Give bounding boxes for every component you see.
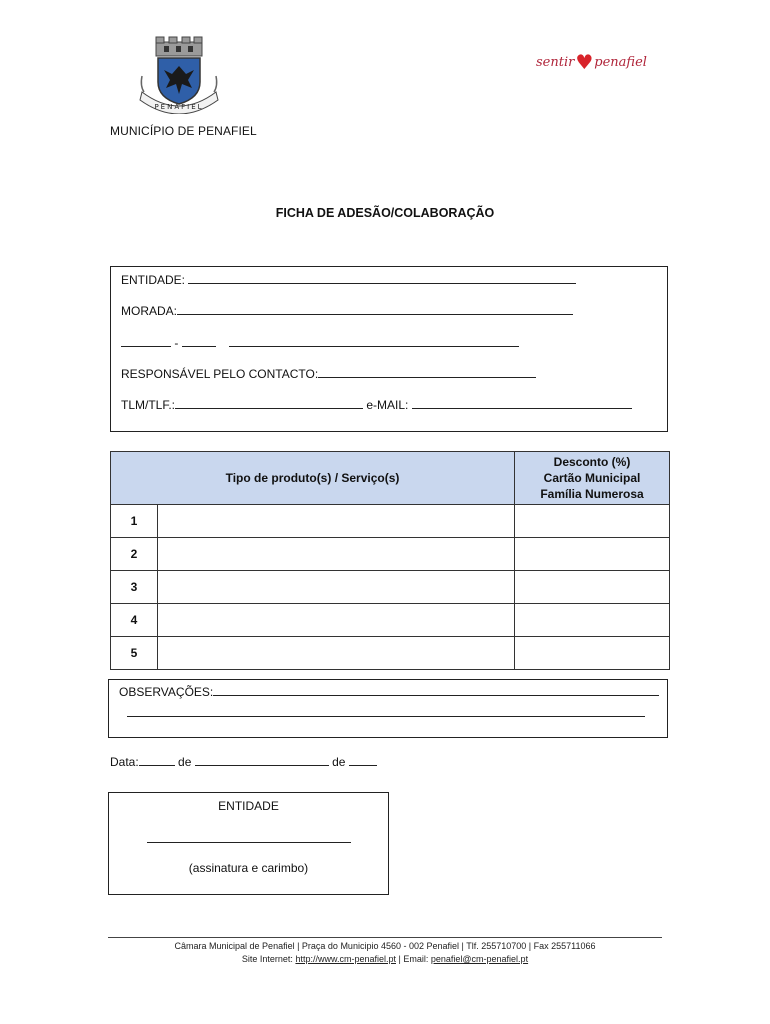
brand-right-text: penafiel <box>594 55 647 70</box>
table-header-row <box>111 452 670 505</box>
observacoes-input-line-2[interactable] <box>127 706 645 717</box>
product-header: Tipo de produto(s) / Serviço(s) <box>111 452 515 505</box>
signature-note: (assinatura e carimbo) <box>188 861 309 875</box>
footer-email-link[interactable]: penafiel@cm-penafiel.pt <box>430 954 529 964</box>
sentir-penafiel-logo <box>536 50 654 80</box>
entity-info-box <box>110 266 668 432</box>
entidade-input-line[interactable] <box>188 273 576 284</box>
municipal-crest-logo <box>136 36 222 114</box>
year-input-line[interactable] <box>349 755 377 766</box>
signature-title: ENTIDADE <box>218 799 279 813</box>
discount-cell[interactable] <box>515 604 670 637</box>
locality-input-line[interactable] <box>229 336 519 347</box>
municipality-label: MUNICÍPIO DE PENAFIEL <box>110 124 257 138</box>
table-row <box>111 637 670 670</box>
product-cell[interactable] <box>158 571 515 604</box>
observacoes-row <box>119 685 659 699</box>
discount-header <box>515 452 670 505</box>
email-label: e-MAIL: <box>366 398 409 412</box>
discount-header-line1: Desconto (%) <box>553 455 631 469</box>
discount-header-line2: Cartão Municipal <box>543 471 641 485</box>
entidade-label: ENTIDADE: <box>121 273 186 287</box>
month-input-line[interactable] <box>195 755 329 766</box>
observacoes-row-2 <box>127 706 645 720</box>
tlm-label: TLM/TLF.: <box>121 398 176 412</box>
postal-code-input-line[interactable] <box>121 336 171 347</box>
row-number: 1 <box>111 505 158 538</box>
products-table <box>110 451 670 670</box>
row-number: 2 <box>111 538 158 571</box>
signature-input-line[interactable] <box>147 842 351 843</box>
de-label-1: de <box>178 755 192 769</box>
de-label-2: de <box>332 755 346 769</box>
product-cell[interactable] <box>158 505 515 538</box>
email-input-line[interactable] <box>412 398 632 409</box>
table-row <box>111 571 670 604</box>
responsavel-input-line[interactable] <box>318 367 536 378</box>
observacoes-label: OBSERVAÇÕES: <box>119 685 214 699</box>
footer-site-label: Site Internet: <box>241 954 293 964</box>
responsavel-row <box>121 367 536 381</box>
postal-suffix-input-line[interactable] <box>182 336 216 347</box>
row-number: 3 <box>111 571 158 604</box>
table-row <box>111 505 670 538</box>
discount-header-line3: Família Numerosa <box>540 487 644 501</box>
day-input-line[interactable] <box>139 755 175 766</box>
product-cell[interactable] <box>158 637 515 670</box>
morada-input-line[interactable] <box>177 304 573 315</box>
responsavel-label: RESPONSÁVEL PELO CONTACTO: <box>121 367 319 381</box>
product-cell[interactable] <box>158 604 515 637</box>
footer-separator: | Email: <box>398 954 429 964</box>
signature-box <box>108 792 389 895</box>
discount-cell[interactable] <box>515 505 670 538</box>
table-row <box>111 604 670 637</box>
row-number: 4 <box>111 604 158 637</box>
observations-box <box>108 679 668 738</box>
footer-divider <box>108 937 662 938</box>
postal-separator: - <box>174 336 179 350</box>
morada-label: MORADA: <box>121 304 178 318</box>
row-number: 5 <box>111 637 158 670</box>
footer-site-link[interactable]: http://www.cm-penafiel.pt <box>295 954 396 964</box>
tlm-input-line[interactable] <box>175 398 363 409</box>
product-cell[interactable] <box>158 538 515 571</box>
morada-row <box>121 304 573 318</box>
discount-cell[interactable] <box>515 637 670 670</box>
date-line <box>110 755 377 769</box>
table-row <box>111 538 670 571</box>
data-label: Data: <box>110 755 139 769</box>
discount-cell[interactable] <box>515 538 670 571</box>
heart-icon: ♥ <box>575 50 594 74</box>
contact-row <box>121 398 632 412</box>
entidade-row <box>121 273 576 287</box>
brand-left-text: sentir <box>536 55 575 70</box>
crest-ribbon-text: PENAFIEL <box>154 103 204 111</box>
discount-cell[interactable] <box>515 571 670 604</box>
footer-address: Câmara Municipal de Penafiel | Praça do Municipio 4560 - 002 Penafiel | Tlf. 255710700 | Fax 255711066 <box>174 941 596 951</box>
observacoes-input-line-1[interactable] <box>213 685 659 696</box>
postal-row <box>121 336 519 350</box>
footer-contacts <box>0 954 770 964</box>
form-title: FICHA DE ADESÃO/COLABORAÇÃO <box>275 206 495 220</box>
